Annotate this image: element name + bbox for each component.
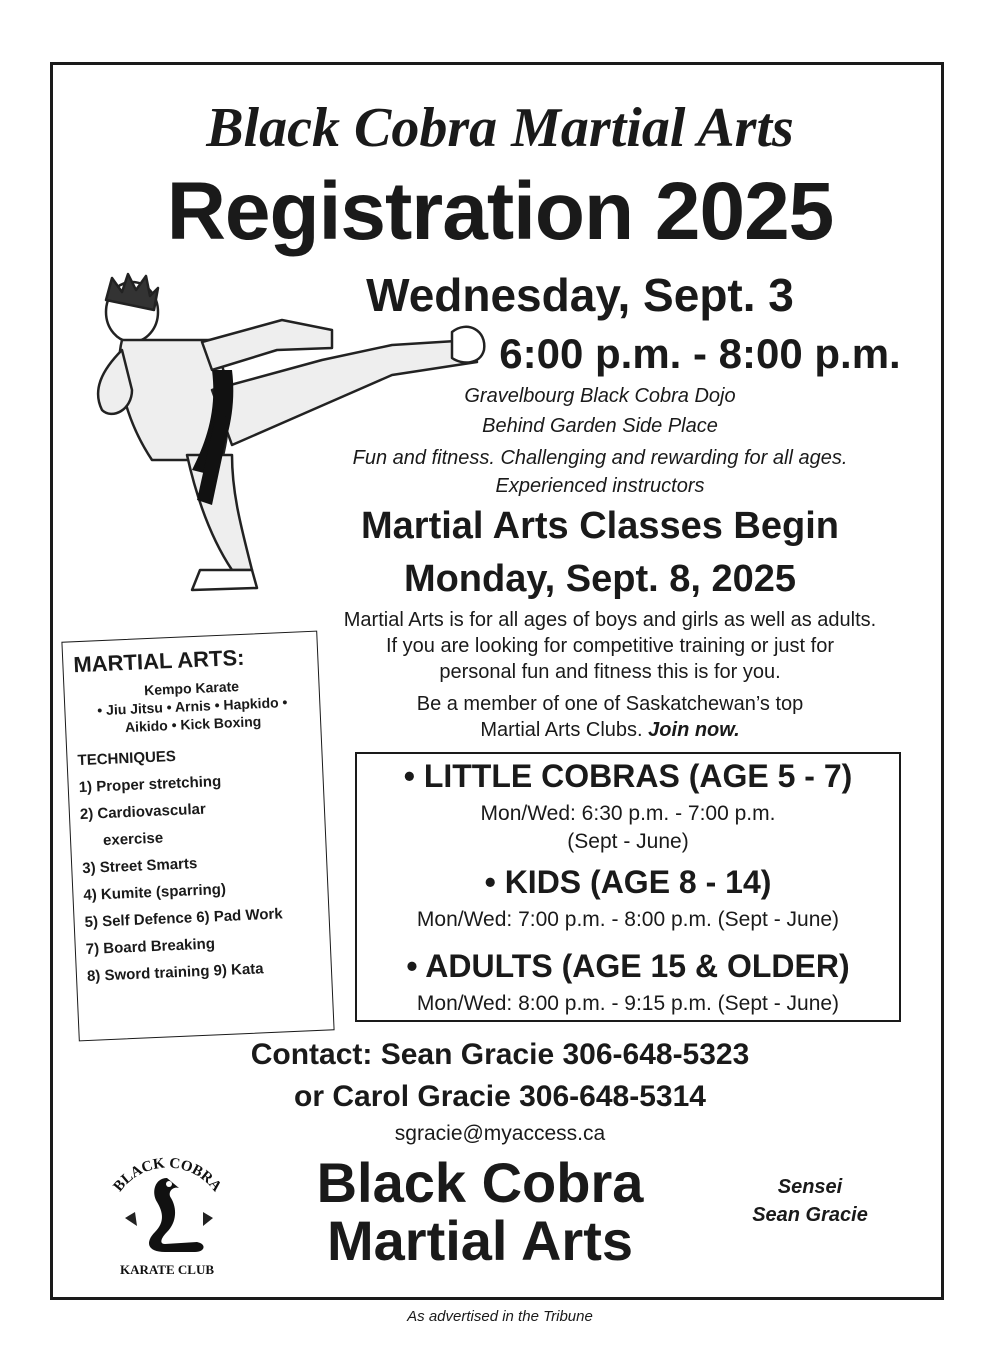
classes-begin-heading: Martial Arts Classes Begin bbox=[361, 505, 839, 547]
description-line-5 bbox=[300, 718, 920, 743]
technique-item: 1) Proper stretching bbox=[78, 772, 222, 797]
adults-heading: • ADULTS (AGE 15 & OLDER) bbox=[406, 948, 850, 984]
join-now: Join now. bbox=[648, 719, 740, 741]
description-clubs: Martial Arts Clubs. bbox=[480, 719, 643, 741]
technique-item: exercise bbox=[102, 829, 164, 850]
registration-title: Registration 2025 bbox=[166, 166, 834, 257]
tagline: Fun and fitness. Challenging and rewarding for all ages. bbox=[352, 447, 848, 469]
contact-line-1: Contact: Sean Gracie 306-648-5323 bbox=[250, 1038, 750, 1071]
bottom-club-name-2: Martial Arts bbox=[326, 1209, 633, 1272]
little-cobras-heading: • LITTLE COBRAS (AGE 5 - 7) bbox=[403, 758, 853, 794]
description-line-2: If you are looking for competitive training or just for bbox=[386, 635, 834, 657]
sidebar-styles-3: Aikido • Kick Boxing bbox=[124, 713, 262, 736]
technique-item: 8) Sword training 9) Kata bbox=[86, 960, 264, 985]
sensei-name: Sean Gracie bbox=[752, 1204, 868, 1226]
advertised-footer: As advertised in the Tribune bbox=[407, 1308, 593, 1325]
techniques-title: TECHNIQUES bbox=[77, 747, 177, 770]
sidebar-styles-2: • Jiu Jitsu • Arnis • Hapkido • bbox=[96, 693, 288, 719]
description-line-1: Martial Arts is for all ages of boys and girls as well as adults. bbox=[343, 609, 877, 631]
description-line-4: Be a member of one of Saskatchewan’s top bbox=[416, 693, 804, 715]
club-name-heading: Black Cobra Martial Arts bbox=[206, 97, 794, 159]
dojo-location: Behind Garden Side Place bbox=[482, 415, 718, 437]
logo-top-text: BLACK COBRA bbox=[110, 1155, 225, 1195]
description-line-3: personal fun and fitness this is for you. bbox=[439, 661, 781, 683]
logo-bottom-text: KARATE CLUB bbox=[119, 1262, 215, 1277]
martial-arts-sidebar bbox=[61, 631, 334, 1042]
sidebar-styles-1: Kempo Karate bbox=[143, 678, 240, 699]
registration-time: 6:00 p.m. - 8:00 p.m. bbox=[499, 330, 901, 377]
sensei-title: Sensei bbox=[777, 1176, 843, 1198]
bottom-club-name-1: Black Cobra bbox=[316, 1151, 644, 1214]
classes-begin-date: Monday, Sept. 8, 2025 bbox=[403, 558, 797, 600]
little-cobras-season: (Sept - June) bbox=[567, 830, 689, 853]
registration-date: Wednesday, Sept. 3 bbox=[366, 269, 794, 321]
technique-item: 4) Kumite (sparring) bbox=[83, 880, 227, 905]
kids-time: Mon/Wed: 7:00 p.m. - 8:00 p.m. (Sept - June) bbox=[416, 908, 840, 931]
technique-item: 2) Cardiovascular bbox=[79, 800, 207, 824]
contact-email[interactable]: sgracie@myaccess.ca bbox=[394, 1122, 606, 1145]
karate-club-logo bbox=[95, 1148, 240, 1278]
class-schedule-box bbox=[355, 752, 901, 1022]
contact-line-2: or Carol Gracie 306-648-5314 bbox=[294, 1080, 706, 1113]
dojo-name: Gravelbourg Black Cobra Dojo bbox=[464, 385, 736, 407]
instructors-line: Experienced instructors bbox=[495, 475, 705, 497]
adults-time: Mon/Wed: 8:00 p.m. - 9:15 p.m. (Sept - June) bbox=[416, 992, 840, 1015]
kids-heading: • KIDS (AGE 8 - 14) bbox=[484, 864, 772, 900]
technique-item: 7) Board Breaking bbox=[85, 935, 216, 958]
little-cobras-time: Mon/Wed: 6:30 p.m. - 7:00 p.m. bbox=[480, 802, 776, 825]
technique-item: 3) Street Smarts bbox=[81, 855, 198, 878]
technique-item: 5) Self Defence 6) Pad Work bbox=[84, 905, 283, 932]
sidebar-title: MARTIAL ARTS: bbox=[72, 644, 245, 678]
